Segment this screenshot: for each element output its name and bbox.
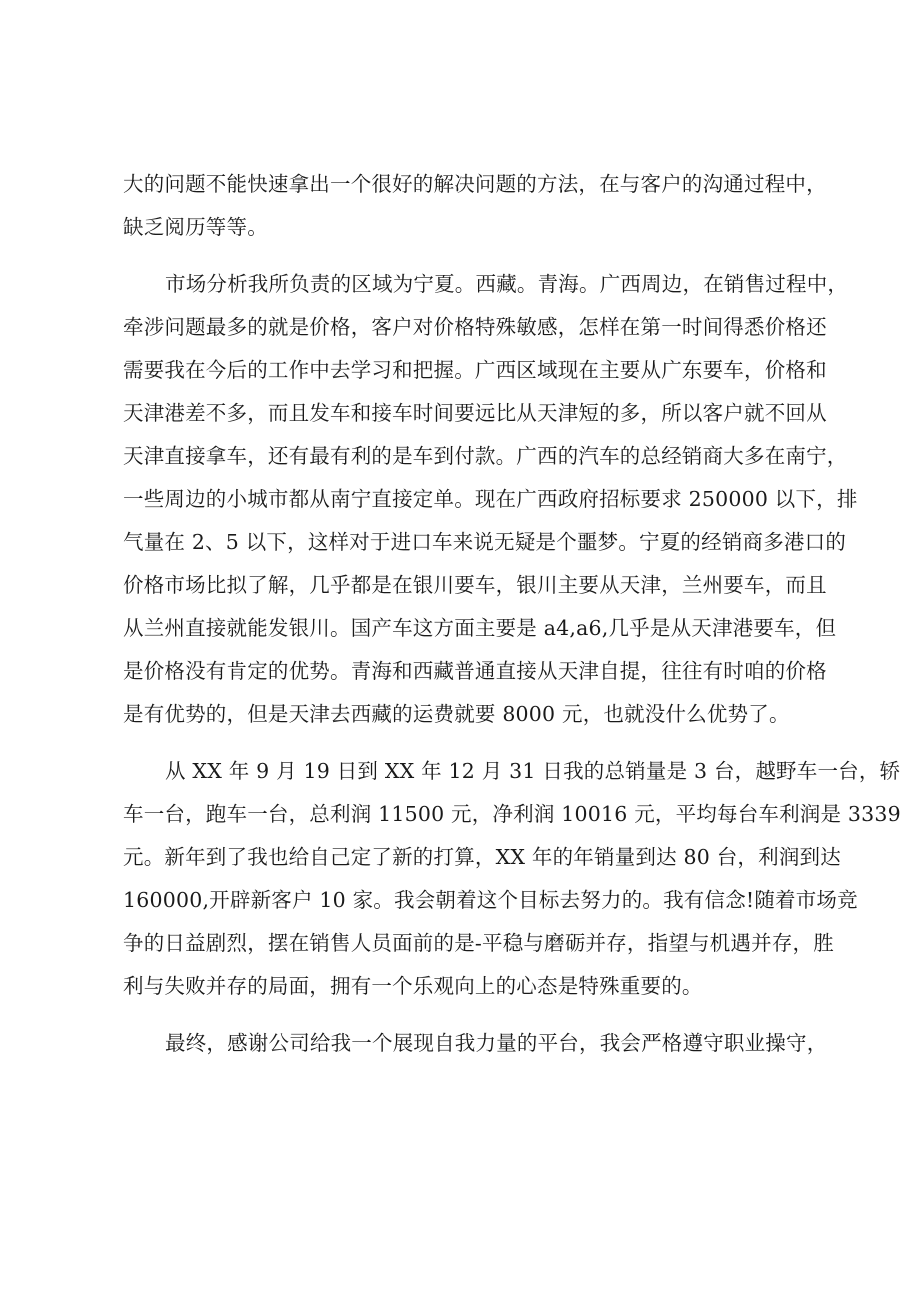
text-line: 需要我在今后的工作中去学习和把握。广西区域现在主要从广东要车，价格和 xyxy=(123,358,827,382)
text-line: 元。新年到了我也给自己定了新的打算，XX 年的年销量到达 80 台，利润到达 xyxy=(123,845,841,869)
text-line: 争的日益剧烈，摆在销售人员面前的是-平稳与磨砺并存，指望与机遇并存，胜 xyxy=(123,931,834,955)
text-line: 天津港差不多，而且发车和接车时间要远比从天津短的多，所以客户就不回从 xyxy=(123,401,827,425)
text-line: 是有优势的，但是天津去西藏的运费就要 8000 元，也就没什么优势了。 xyxy=(123,702,790,726)
text-line: 利与失败并存的局面，拥有一个乐观向上的心态是特殊重要的。 xyxy=(123,974,703,998)
text-line: 价格市场比拟了解，几乎都是在银川要车，银川主要从天津，兰州要车，而且 xyxy=(123,573,827,597)
text-line: 车一台，跑车一台，总利润 11500 元，净利润 10016 元，平均每台车利润是 3339 xyxy=(123,802,901,826)
paragraph-first-line: 最终，感谢公司给我一个展现自我力量的平台，我会严格遵守职业操守， xyxy=(165,1031,828,1055)
paragraph-first-line: 从 XX 年 9 月 19 日到 XX 年 12 月 31 日我的总销量是 3 台，越野车一台，轿 xyxy=(165,759,901,783)
text-line: 牵涉问题最多的就是价格，客户对价格特殊敏感，怎样在第一时间得悉价格还 xyxy=(123,315,827,339)
text-line: 是价格没有肯定的优势。青海和西藏普通直接从天津自提，往往有时咱的价格 xyxy=(123,659,827,683)
text-line: 从兰州直接就能发银川。国产车这方面主要是 a4,a6,几乎是从天津港要车，但 xyxy=(123,616,837,640)
text-line: 大的问题不能快速拿出一个很好的解决问题的方法，在与客户的沟通过程中， xyxy=(123,172,827,196)
text-line: 160000,开辟新客户 10 家。我会朝着这个目标去努力的。我有信念!随着市场竞 xyxy=(123,888,858,912)
text-line: 气量在 2、5 以下，这样对于进口车来说无疑是个噩梦。宁夏的经销商多港口的 xyxy=(123,530,847,554)
text-line: 天津直接拿车，还有最有利的是车到付款。广西的汽车的总经销商大多在南宁， xyxy=(123,444,848,468)
paragraph-first-line: 市场分析我所负责的区域为宁夏。西藏。青海。广西周边，在销售过程中， xyxy=(165,272,849,296)
text-line: 缺乏阅历等等。 xyxy=(123,215,268,239)
text-line: 一些周边的小城市都从南宁直接定单。现在广西政府招标要求 250000 以下，排 xyxy=(123,487,858,511)
